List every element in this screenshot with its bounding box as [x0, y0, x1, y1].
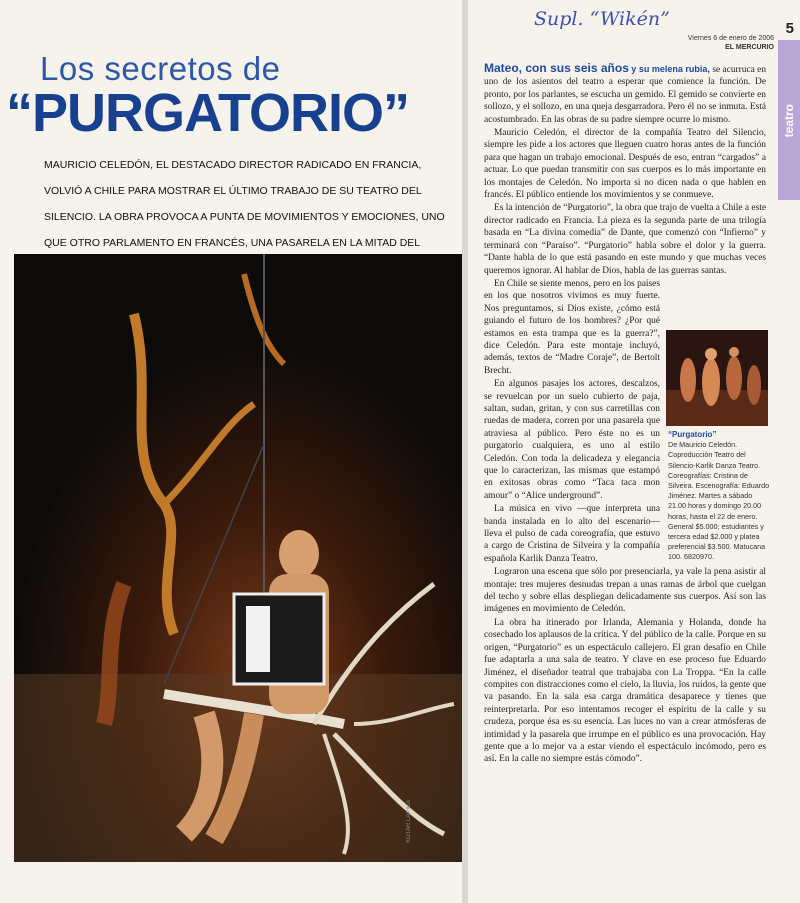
section-tab [778, 40, 800, 200]
paragraph-5b: Lograron una escena que sólo por presenciarla, ya vale la pena asistir al montaje: tres mujeres desnudas trepan a unas ramas de árbol que cuelgan del techo y sobre ellas despliegan delicadamente sus cuerpos. Así son las imágenes en movimiento de Celedón. [484, 567, 766, 615]
info-body: De Mauricio Celedón. Coproducción Teatro del Silencio-Karlik Danza Teatro. Coreografías: Cristina de Silveira. Escenografía: Eduardo Jiménez. Martes a sábado 21.00 horas y domingo 20.00 horas, hasta el 22 de enero. General $5.000; estudiantes y tercera edad $2.000 y platea preferencial $3.500. Matucana 100. 6820970. [668, 440, 770, 562]
paragraph-1-text: se acurruca en uno de los asientos del teatro a esperar que comience la función. De pronto, por los parlantes, se escucha un gemido. El gemido se convierte en sollozo, y el sollozo, en una queja desgarradora. Pero él no se inmuta. Está acostumbrado. En las obras de su padre siempre ocurre lo mismo. [484, 65, 767, 125]
paragraph-5a: La música en vivo —que interpreta una banda instalada en lo alto del escenario— lleva el pulso de cada coreografía, que estuvo a cargo de Cristina de Silveira y la compañía española Karlik Danza Teatro. [484, 504, 660, 564]
photo-credit: KOTAR LAPIEA [406, 800, 412, 843]
paragraph-3b: En Chile se siente menos, pero en los países en los que nosotros vivimos es muy fuerte. Nos preguntamos, si Dios existe, ¿cómo está guiando el futuro de los hombres? ¿Por qué estamos en esta trampa que es la guerra?”, dice Celedón. Para este montaje incluyó, además, textos de “Madre Coraje”, de Bertolt Brecht. [484, 278, 660, 376]
stage-photo [14, 254, 462, 862]
paragraph-4: En algunos pasajes los actores, descalzos, se revuelcan por un suelo cubierto de paja, saltan, sudan, gritan, y con sus carretillas con ruedas de madera, corren por una pasarela que atraviesa al público. Pero éste no es un purgatorio cualquiera, es uno al estilo Celedón. Con toda la delicadeza y elegancia que lo caracterizan, las mismas que estampó en exitosas obras como “Taca taca mon amour” o “Alice underground”. [484, 379, 660, 501]
inset-photo [666, 330, 768, 426]
page-number: 5 [785, 20, 794, 37]
opener-small: y su melena rubia, [631, 64, 710, 74]
paragraph-3a: Es la intención de “Purgatorio”, la obra que trajo de vuelta a Chile a este director radicado en Francia. La pieza es la segunda parte de una trilogía basada en “La divina comedia” de Dante, que comenzó con “Infierno” y terminará con “Paraíso”. “Purgatorio” habla sobre el dolor y la guerra. “Dante habla de lo que está pasando en este mundo y que muchas veces queremos ignorar. Al hablar de Dios, habla de las guerras santas. [484, 203, 766, 276]
right-page [468, 0, 800, 903]
dateline [688, 34, 774, 52]
handwritten-note: Supl. “Wikén” [534, 8, 670, 30]
stage-photo-illustration [14, 254, 462, 862]
paragraph-1 [484, 62, 766, 126]
show-info-box [668, 430, 770, 563]
headline: “PURGATORIO” [6, 83, 410, 143]
date-text: Viernes 6 de enero de 2006 [687, 35, 774, 42]
kicker: Los secretos de [40, 50, 281, 87]
info-title: “Purgatorio” [668, 430, 717, 439]
paragraph-6: La obra ha itinerado por Irlanda, Alemania y Holanda, donde ha cosechado los aplausos de la crítica. Y del público de la calle. Porque en su origen, “Purgatorio” es un espectáculo callejero. El gran desafío en Chile fue adaptarla a una sala de teatro. Y clave en ese proceso fue Eduardo Jiménez, el diseñador teatral que trabajaba con La Troppa. “En la calle compites con distracciones como el cielo, la lluvia, los ruidos, la gente que va pasando. En la sala esa carga dramática desaparece y tienes que reinterpretarla. Por eso intentamos recoger el espíritu de la calle y su crudeza, porque ésa es su esencia. Las luces no van a crear atmósferas de intimidad y la pasarela que irrumpe en el público es una provocación. Hay gente que a lo mejor va a estar viendo el espectáculo incómodo, pero es así. En la calle no siempre estás cómodo”. [484, 617, 766, 765]
newspaper-name: EL MERCURIO [725, 44, 774, 51]
paragraph-2: Mauricio Celedón, el director de la compañía Teatro del Silencio, siempre les pide a los actores que lleguen cuatro horas antes de la función para que hagan un trabajo emocional. Después de eso, entran “cargados” a actuar. Lo que puedan transmitir con sus cuerpos es lo más importante en los montajes de Celedón. No importa si no dicen nada o que hablen en francés. El público entiende los movimientos y se conmueve. [484, 128, 766, 201]
inset-photo-illustration [666, 330, 768, 426]
section-tab-label: teatro [782, 104, 796, 138]
lead-text: MAURICIO CELEDÓN, EL DESTACADO DIRECTOR RADICADO EN FRANCIA, VOLVIÓ A CHILE PARA MOSTRAR EL ÚLTIMO TRABAJO DE SU TEATRO DEL SILENCIO. LA OBRA PROVOCA A PUNTA DE MOVIMIENTOS Y EMOCIONES, UNO QUE OTRO PARLAMENTO EN FRANCÉS, UNA PASARELA EN LA MITAD DEL [44, 159, 445, 249]
opener-bold: Mateo, con sus seis años [484, 61, 629, 75]
